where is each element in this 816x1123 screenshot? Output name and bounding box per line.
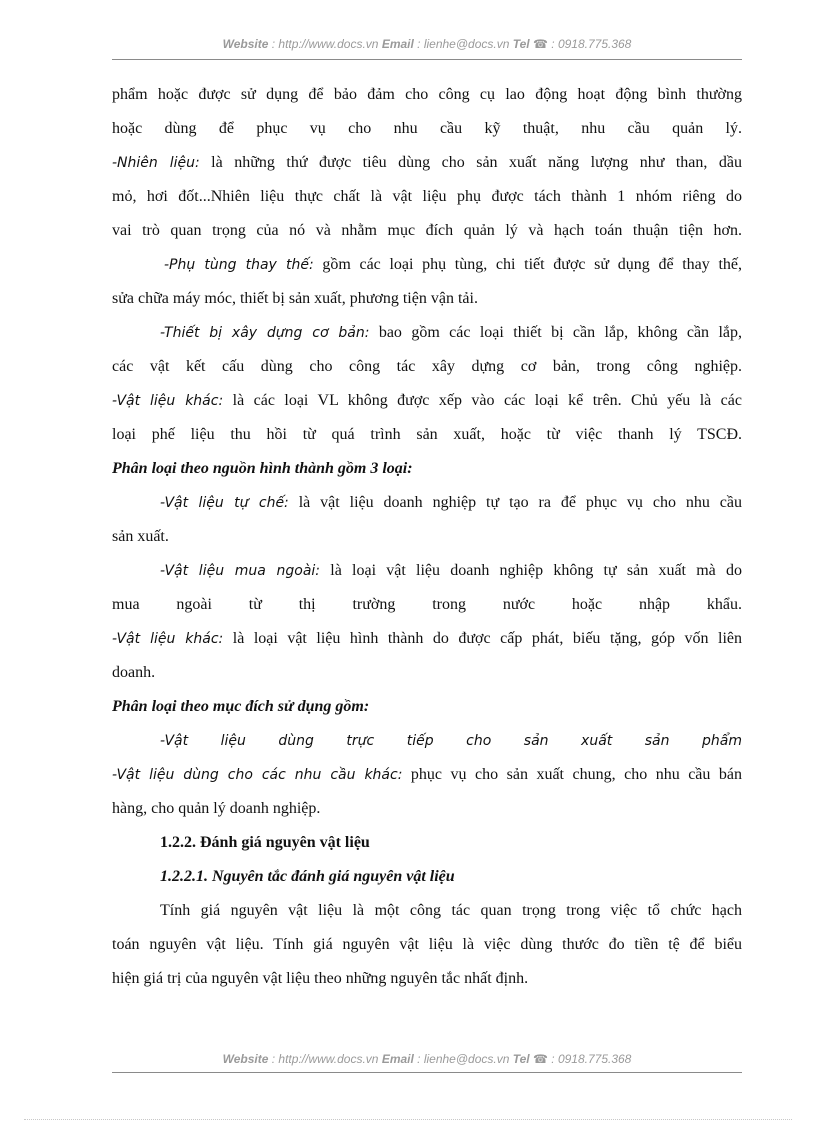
- term-label: -Phụ tùng thay thế:: [164, 257, 314, 273]
- body-line: sửa chữa máy móc, thiết bị sản xuất, phương tiện vận tải.: [112, 290, 478, 307]
- body-line: các vật kết cấu dùng cho công tác xây dựng cơ bản, trong công nghiệp.: [112, 358, 742, 375]
- subsection-heading: 1.2.2.1. Nguyên tắc đánh giá nguyên vật liệu: [160, 868, 455, 885]
- section-heading: 1.2.2. Đánh giá nguyên vật liệu: [160, 834, 370, 851]
- term-text: là loại vật liệu doanh nghiệp không tự sản xuất mà do: [320, 562, 742, 579]
- header-tel-value: : 0918.775.368: [547, 37, 632, 51]
- header-website-value: : http://www.docs.vn: [268, 37, 382, 51]
- term-text: là loại vật liệu hình thành do được cấp phát, biếu tặng, góp vốn liên: [223, 630, 742, 647]
- term-text: là vật liệu doanh nghiệp tự tạo ra để phục vụ cho nhu cầu: [288, 494, 742, 511]
- footer-tel-label: Tel: [512, 1052, 530, 1066]
- term-label: -Vật liệu khác:: [112, 393, 224, 409]
- body-line: Tính giá nguyên vật liệu là một công tác quan trọng trong việc tổ chức hạch: [160, 902, 742, 919]
- term-label: -Nhiên liệu:: [112, 155, 200, 171]
- header-email-label: Email: [381, 37, 414, 51]
- body-line: sản xuất.: [112, 528, 169, 545]
- body-line: [112, 146, 742, 180]
- term-text: bao gồm các loại thiết bị cần lắp, không cần lắp,: [369, 324, 742, 341]
- phone-icon: ☎: [532, 1052, 548, 1066]
- footer-website-label: Website: [222, 1052, 269, 1066]
- term-label: -Vật liệu khác:: [112, 631, 224, 647]
- body-line: [112, 622, 742, 656]
- term-label: -Thiết bị xây dựng cơ bản:: [160, 325, 370, 341]
- header-tel-label: Tel: [512, 37, 530, 51]
- section-heading: Phân loại theo mục đích sử dụng gồm:: [112, 698, 370, 715]
- term-label: -Vật liệu dùng cho các nhu cầu khác:: [112, 767, 403, 783]
- footer-rule: [112, 1072, 742, 1073]
- page-header: [112, 37, 742, 51]
- body-line: [112, 486, 742, 520]
- footer-tel-value: : 0918.775.368: [547, 1052, 632, 1066]
- footer-website-value: : http://www.docs.vn: [268, 1052, 382, 1066]
- body-line: [112, 248, 742, 282]
- footer-email-label: Email: [381, 1052, 414, 1066]
- body-line: phẩm hoặc được sử dụng để bảo đảm cho công cụ lao động hoạt động bình thường: [112, 86, 742, 103]
- term-text: gồm các loại phụ tùng, chi tiết được sử dụng để thay thế,: [313, 256, 742, 273]
- page-footer: [112, 1052, 742, 1066]
- body-line: toán nguyên vật liệu. Tính giá nguyên vật liệu là việc dùng thước đo tiền tệ để biểu: [112, 936, 742, 953]
- body-line: loại phế liệu thu hồi từ quá trình sản xuất, hoặc từ việc thanh lý TSCĐ.: [112, 426, 742, 443]
- document-body: [112, 78, 742, 996]
- header-email-value: : lienhe@docs.vn: [413, 37, 513, 51]
- term-text: phục vụ cho sản xuất chung, cho nhu cầu bán: [402, 766, 742, 783]
- header-website-label: Website: [222, 37, 269, 51]
- body-line: hoặc dùng để phục vụ cho nhu cầu kỹ thuật, nhu cầu quản lý.: [112, 120, 742, 137]
- footer-email-value: : lienhe@docs.vn: [413, 1052, 513, 1066]
- body-line: hàng, cho quản lý doanh nghiệp.: [112, 800, 321, 817]
- body-line: -Vật liệu dùng trực tiếp cho sản xuất sản phẩm: [160, 733, 742, 749]
- section-heading: Phân loại theo nguồn hình thành gồm 3 loại:: [112, 460, 413, 477]
- body-line: vai trò quan trọng của nó và nhằm mục đích quản lý và hạch toán thuận tiện hơn.: [112, 222, 742, 239]
- body-line: [112, 316, 742, 350]
- term-label: -Vật liệu tự chế:: [160, 495, 289, 511]
- body-line: mỏ, hơi đốt...Nhiên liệu thực chất là vật liệu phụ được tách thành 1 nhóm riêng do: [112, 188, 742, 205]
- header-rule: [112, 59, 742, 60]
- body-line: doanh.: [112, 664, 156, 681]
- term-text: là các loại VL không được xếp vào các loại kể trên. Chủ yếu là các: [223, 392, 742, 409]
- body-line: [112, 384, 742, 418]
- body-line: [112, 554, 742, 588]
- term-text: là những thứ được tiêu dùng cho sản xuất năng lượng như than, dầu: [199, 154, 742, 171]
- body-line: hiện giá trị của nguyên vật liệu theo những nguyên tắc nhất định.: [112, 970, 529, 987]
- body-line: [112, 758, 742, 792]
- page-edge-dotted-line: [24, 1119, 792, 1120]
- body-line: mua ngoài từ thị trường trong nước hoặc nhập khẩu.: [112, 596, 742, 613]
- term-label: -Vật liệu mua ngoài:: [160, 563, 321, 579]
- phone-icon: ☎: [532, 37, 548, 51]
